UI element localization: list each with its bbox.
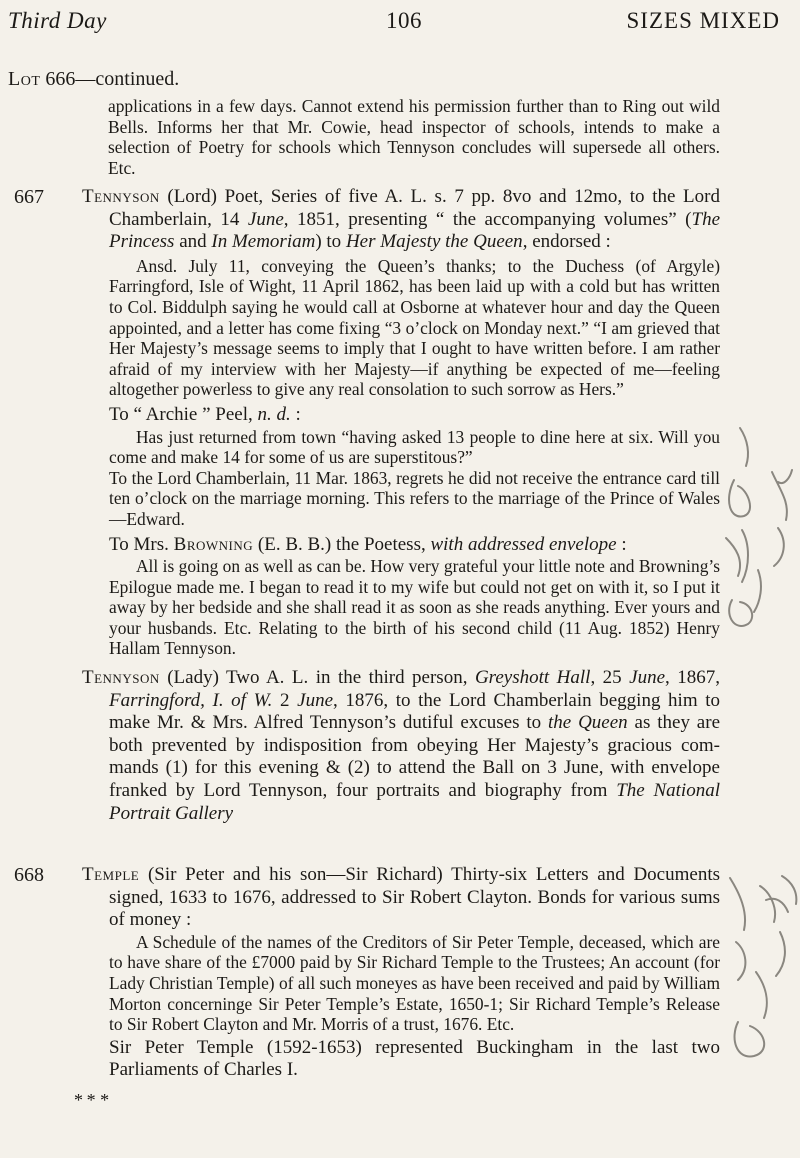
lot-666-continued: 666—continued. — [45, 68, 180, 90]
pencil-stroke — [760, 886, 788, 922]
lot-667-heading-text: (Lord) Poet, Series of five A. L. s. 7 pp. 8vo and 12mo, to the Lord Chamberlain, 14 — [109, 186, 720, 230]
pencil-stroke — [726, 530, 748, 582]
pencil-stroke — [730, 878, 745, 930]
lot-label: Lot — [8, 68, 41, 90]
title-princess: The Princess — [109, 208, 720, 253]
lot-668-entry — [82, 864, 720, 1082]
lot-667-ansd: Ansd. July 11, conveying the Queen’s thanks; to the Duchess (of Argyle) Farringford, Isle of Wight, 11 April 1862, has been laid up with a cold but has written to Col. Biddulph saying he would call at Osborne at whatever hour and day the Queen appointed, and a letter has come fixing “3 o’clock on Monday next.” “I am grieved that Her Majesty’s message seems to imply that I ought to have written before. I am rather afraid of my interview with her Majesty—if anything be expected of me—feeling altogether powerless to give any real consolation to such sorrow as Hers.” — [109, 255, 720, 400]
header-day: Third Day — [8, 8, 107, 33]
lot-666-text — [108, 96, 720, 178]
page-header — [8, 8, 780, 42]
pencil-stroke-group — [730, 876, 796, 1056]
lot-667-entry — [82, 186, 720, 825]
lot-668-heading — [82, 864, 720, 932]
pencil-stroke — [774, 528, 784, 566]
the-queen: the Queen — [548, 712, 628, 734]
browning-head: To Mrs. — [109, 533, 174, 555]
header-section: SIZES MIXED — [626, 8, 780, 33]
archie-heading — [82, 404, 720, 427]
lot-666-body: applications in a few days. Cannot extend his permission further than to Ring out wild Bells. Informs her that Mr. Cowie, head inspector of schools, intends to make a selection of Poetry for schools which Tennyson concludes will supersede all others. Etc. — [108, 96, 720, 178]
lot-668-name: Temple — [82, 864, 140, 885]
archie-colon: : — [290, 403, 301, 425]
lot-668-number: 668 — [14, 864, 44, 886]
lot-668-schedule: A Schedule of the names of the Creditors of Sir Peter Temple, deceased, which are to have share of the £7000 paid by Sir Richard Temple to the Trustees; An account (for Lady Christian Temple) of all such moneyes as have been received and paid by William Morton concerninge Sir Peter Temple’s Estate, 1650-1; Sir Richard Temple’s Release to Sir Robert Clayton and Mr. Morris of a trust, 1676. Etc. — [109, 931, 720, 1035]
lot-667-and: and — [174, 231, 212, 253]
lot-667-date: June — [247, 208, 284, 230]
browning-text: (E. B. B.) the Poetess, — [253, 533, 431, 555]
chamberlain-text: To the Lord Chamberlain, 11 Mar. 1863, regrets he did not receive the entrance card till ten o’clock on the marriage morning. This refers to the marriage of the Prince of Wales—Edward. — [109, 467, 720, 529]
browning-colon: : — [616, 533, 627, 555]
browning-heading — [82, 534, 720, 557]
lot-667-heading-text2: , 1851, presenting “ the accompanying volumes” ( — [283, 208, 692, 230]
page-number: 106 — [386, 8, 422, 33]
pencil-stroke — [772, 470, 792, 520]
pencil-stroke — [754, 570, 761, 612]
lot-666-heading — [8, 68, 179, 91]
lady-tennyson-entry — [82, 667, 720, 825]
pencil-marks-lot-667 — [720, 420, 800, 650]
browning-italic: with addressed envelope — [430, 533, 617, 555]
lot-667-number: 667 — [14, 186, 44, 208]
greyshott-hall: Greyshott Hall — [474, 667, 591, 689]
browning-name: Browning — [173, 533, 254, 555]
lady-text5: , 1876, to the Lord Chamberlain begging him to make Mr. & Mrs. Alfred Tennyson’s dutiful excuses to — [109, 689, 720, 734]
lady-name: Tennyson — [82, 667, 160, 689]
portrait-gallery: The National Portrait Gallery — [109, 780, 720, 824]
pencil-stroke — [756, 972, 767, 1018]
pencil-stroke-group — [726, 428, 792, 626]
pencil-marks-lot-668 — [726, 872, 800, 1072]
lot-668-note: Sir Peter Temple (1592-1653) represented Buckingham in the last two Parliaments of Charles I. — [109, 1036, 720, 1081]
pencil-stroke — [729, 480, 750, 517]
lady-text: (Lady) Two A. L. in the third person, — [159, 667, 475, 689]
archie-nd: n. d. — [257, 403, 291, 425]
lady-text4: 2 — [272, 689, 298, 711]
title-in-memoriam: In Memoriam — [211, 231, 316, 253]
lady-text3: , 1867, — [665, 667, 721, 689]
lady-text2: , 25 — [590, 667, 630, 689]
lot-667-name: Tennyson — [82, 186, 160, 207]
pencil-stroke — [782, 876, 796, 904]
her-majesty: Her Majesty the Queen — [345, 231, 523, 253]
archie-head: To “ Archie ” Peel, — [109, 403, 258, 425]
lot-667-heading — [82, 186, 720, 254]
lot-667-heading-text3: ) to — [315, 231, 346, 253]
lot-668-heading-text: (Sir Peter and his son—Sir Richard) Thirty-six Letters and Documents signed, 1633 to 1676, addressed to Sir Robert Clayton. Bonds for various sums of money : — [109, 864, 720, 931]
pencil-stroke — [729, 600, 752, 626]
lady-june: June — [629, 667, 666, 689]
footnote-asterisks: * * * — [74, 1090, 110, 1110]
archie-text: Has just returned from town “having asked 13 people to dine here at six. Will you come and make 14 for some of us are superstitous?” — [109, 426, 720, 468]
browning-body: All is going on as well as can be. How very grateful your little note and Browning’s Epilogue made me. I began to read it to my wife but could not get on with it, so I put it away by her bedside and she shall read it as soon as she reads anything. Ever yours and your husbands. Etc. Relating to the birth of his second child (11 Aug. 1852) Henry Hallam Tennyson. — [109, 556, 720, 659]
farringford: Farringford, I. of W. — [109, 689, 273, 711]
pencil-stroke — [740, 428, 748, 466]
lot-667-heading-text4: , endorsed : — [522, 231, 611, 253]
lady-june2: June — [297, 689, 334, 711]
pencil-stroke — [735, 1022, 765, 1056]
pencil-stroke — [736, 932, 785, 980]
lady-text6: as they are both prevented by indisposition from obeying Her Majesty’s gracious commands (1) for this evening & (2) to attend the Ball on 3 June, with envelope franked by Lord Tennyson, four portraits and biography from — [109, 712, 720, 802]
